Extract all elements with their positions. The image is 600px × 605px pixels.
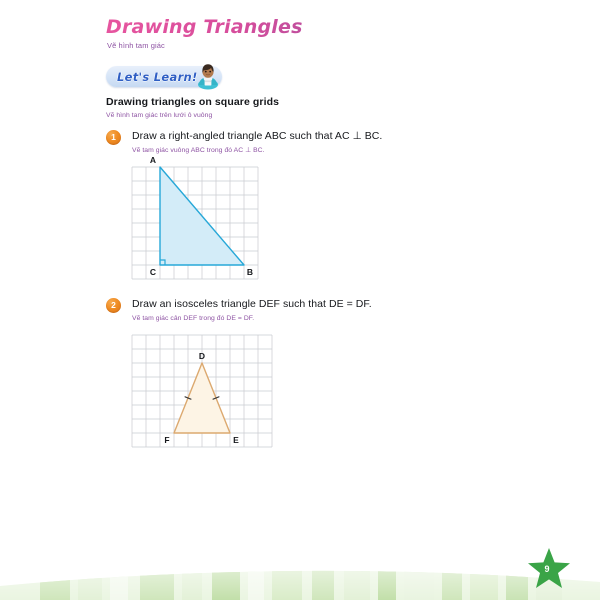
lets-learn-badge <box>106 66 222 87</box>
page-title-vietnamese: Vẽ hình tam giác <box>107 41 165 50</box>
question-1 <box>106 130 546 155</box>
question-1-number-badge: 1 <box>106 130 121 145</box>
svg-text:C: C <box>149 267 157 277</box>
question-2-number-badge: 2 <box>106 298 121 313</box>
figure-isosceles-triangle <box>131 334 275 455</box>
svg-text:B: B <box>246 267 254 277</box>
svg-text:D: D <box>198 351 206 361</box>
question-1-text: Draw a right-angled triangle ABC such that AC ⊥ BC. <box>132 130 383 142</box>
section-title: Drawing triangles on square grids <box>106 96 280 108</box>
figure-right-triangle <box>131 155 261 287</box>
svg-text:E: E <box>233 435 239 445</box>
footer-stripe-band <box>0 552 600 600</box>
page-footer <box>0 552 600 600</box>
question-2-text: Draw an isosceles triangle DEF such that DE = DF. <box>132 298 372 310</box>
section-title-vietnamese: Vẽ hình tam giác trên lưới ô vuông <box>106 112 213 119</box>
question-2 <box>106 298 546 323</box>
svg-text:F: F <box>164 435 170 445</box>
svg-text:A: A <box>149 155 157 165</box>
student-avatar-icon <box>193 60 223 90</box>
right-triangle-svg <box>131 155 261 282</box>
question-2-text-vietnamese: Vẽ tam giác cân DEF trong đó DE = DF. <box>132 315 255 322</box>
lets-learn-label: Let's Learn! <box>117 69 198 84</box>
question-1-body <box>132 130 546 155</box>
page-title: Drawing Triangles <box>106 16 506 38</box>
page-number: 9 <box>544 564 550 574</box>
page-header <box>106 16 506 51</box>
question-2-body <box>132 298 546 323</box>
isosceles-triangle-svg <box>131 334 275 450</box>
question-1-text-vietnamese: Vẽ tam giác vuông ABC trong đó AC ⊥ BC. <box>132 147 265 154</box>
section-heading <box>106 96 526 120</box>
